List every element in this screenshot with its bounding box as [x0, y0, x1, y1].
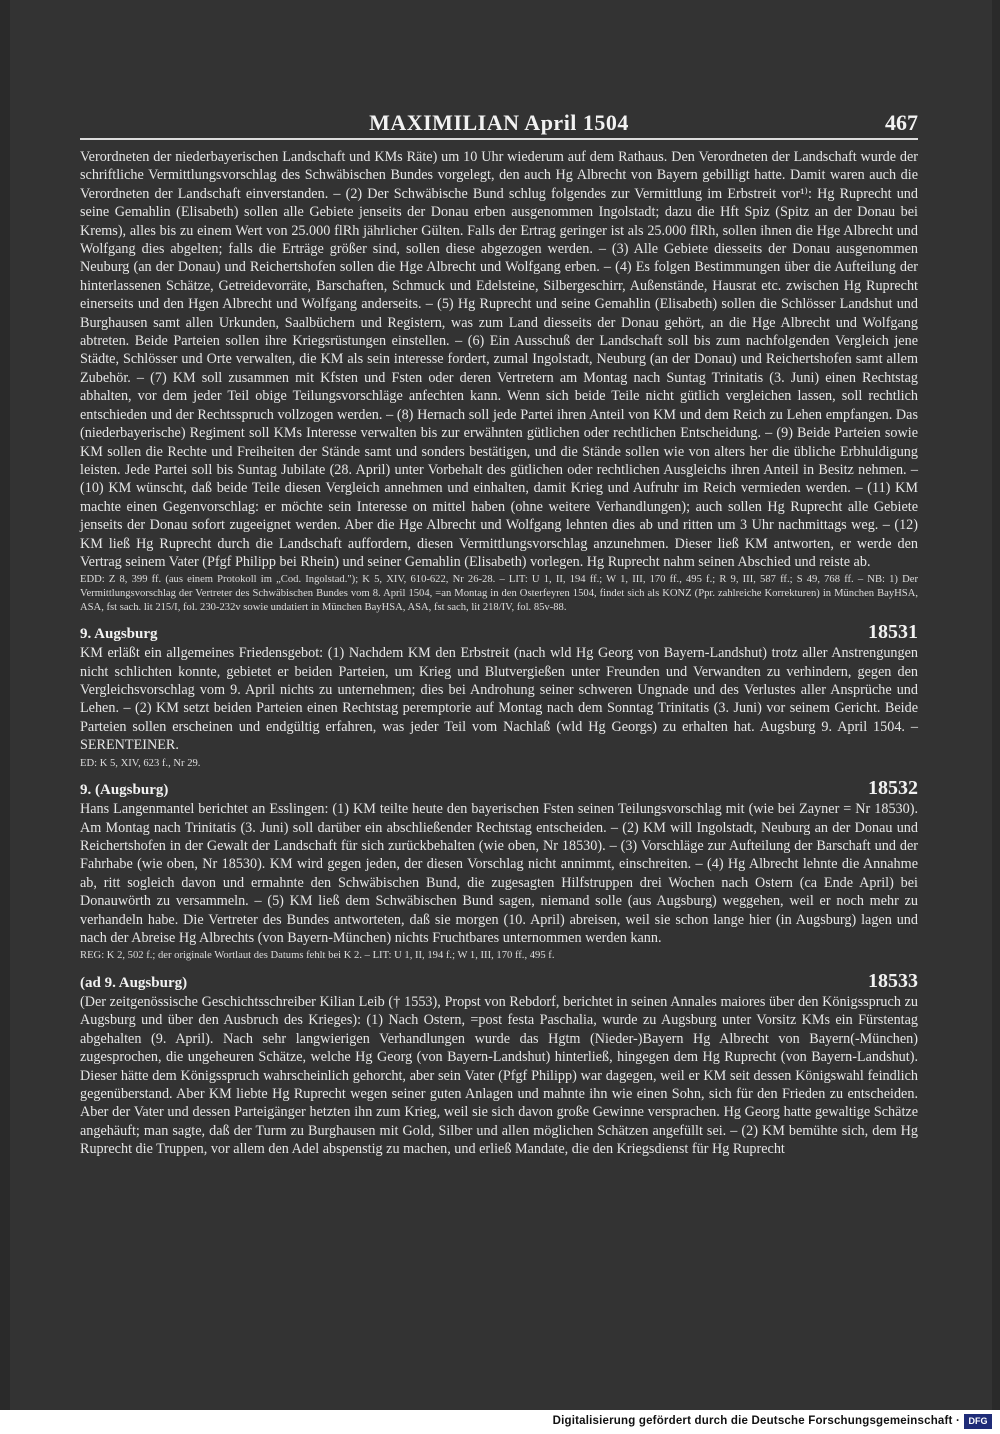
entry-text: Hans Langenmantel berichtet an Esslingen: (1) KM teilte heute den bayerischen Fsten seinen Teilungsvorschlag mit (wie bei Zayner = Nr 18530). Am Montag nach Trinitatis (3. Juni) soll darüber ein abschließender Rechtstag entscheiden. – (2) KM will Ingolstadt, Neuburg an der Donau und Reichertshofen in der Gewalt der Landschaft für sich zurückbehalten (wie oben, Nr 18530). – (3) Vorschläge zur Aufteilung der Barschaft und der Fahrhabe (wie oben, Nr 18530). KM wird gegen jeden, der diesen Vorschlag nicht annimmt, einschreiten. – (4) Hg Albrecht lehnte die Annahme ab, ritt sogleich davon und ermahnte den Schwäbischen Bund, die zugesagten Hilfstruppen drei Wochen nach Ostern (ca Ende April) bei Donauwörth zu versammeln. – (5) KM ließ dem Schwäbischen Bund sagen, niemand solle (aus Augsburg) weggehen, weil er noch mehr zu verhandeln habe. Die Vertreter des Bundes antworteten, daß sie morgen (10. April) abreisen, weil sie schon lange hier (in Augsburg) lagen und nach der Abreise Hg Albrechts (von Bayern-München) nichts Fruchtbares unternommen werden kann.	[80, 801, 918, 946]
edition-note: EDD: Z 8, 399 ff. (aus einem Protokoll im „Cod. Ingolstad."); K 5, XIV, 610-622, Nr 26-28. – LIT: U 1, II, 194 ff.; W 1, III, 170 ff., 495 f.; R 9, III, 587 ff.; S 49, 768 ff. – NB: 1) Der Vermittlungsvorschlag der Vertreter des Schwäbischen Bundes vom 8. April 1504, =an Montag in den Osterfeyren 1504, findet sich als KONZ (Ppr. zahlreiche Korrekturen) in München BayHSA, ASA, fst sach. lit 215/I, fol. 230-232v sowie undatiert in München BayHSA, ASA, fst sach, lit 218/IV, fol. 85v-88.	[80, 574, 918, 613]
entry-18533	[80, 971, 918, 1159]
scan-edge-left	[0, 0, 10, 1410]
entry-place-date: 9. Augsburg	[80, 626, 158, 643]
footer-credit-text: Digitalisierung gefördert durch die Deutsche Forschungsgemeinschaft ·	[552, 1415, 960, 1427]
page-content	[80, 110, 918, 1310]
entry-text: KM erläßt ein allgemeines Friedensgebot: (1) Nachdem KM den Erbstreit (nach wld Hg Georg von Bayern-Landshut) trotz aller Anstrengungen nicht schlichten konnte, gebietet er beiden Parteien, um Krieg und Blutvergießen unter Freunden und Verwandten zu verhindern, gegen den Vergleichsvorschlag vom 9. April nichts zu unternehmen; dies bei Androhung seiner schweren Ungnade und des Verlustes aller Ansprüche und Lehen. – (2) KM setzt beiden Parteien einen Rechtstag peremptorie auf Montag nach dem Sonntag Trinitatis (3. Juni) vor seinem Gericht. Beide Parteien sollen erscheinen und endgültig erfahren, was jeder Teil vom Nachlaß (wld Hg Georgs) zu erhalten hat. Augsburg 9. April 1504. – SERENTEINER.	[80, 645, 918, 754]
page-number: 467	[885, 110, 918, 135]
entry-number: 18533	[868, 970, 918, 992]
scan-edge-right	[992, 0, 1000, 1410]
entry-note: ED: K 5, XIV, 623 f., Nr 29.	[80, 757, 201, 769]
running-head	[80, 110, 918, 140]
entry-note: REG: K 2, 502 f.; der originale Wortlaut des Datums fehlt bei K 2. – LIT: U 1, II, 194 f.; W 1, III, 170 ff., 495 f.	[80, 950, 555, 962]
entry-place-date: (ad 9. Augsburg)	[80, 975, 188, 991]
entry-number: 18531	[868, 621, 918, 644]
entry-header	[80, 622, 918, 644]
entry-place-date: 9. (Augsburg)	[80, 782, 169, 799]
continued-entry-text: Verordneten der niederbayerischen Landschaft und KMs Räte) um 10 Uhr wiederum auf dem Rathaus. Den Verordneten der Landschaft wurde der schriftliche Vermittlungsvorschlag des Schwäbischen Bundes vorgelegt, den auch Hg Albrecht von Bayern gebilligt hatte. Damit waren auch die Verordneten der Landschaft einverstanden. – (2) Der Schwäbische Bund schlug folgendes zur Vermittlung im Erbstreit vor¹⁾: Hg Ruprecht und seine Gemahlin (Elisabeth) sollen alle Gebiete jenseits der Donau erben ausgenommen Ingolstadt; dazu die Hft Spiz (Spitz an der Donau bei Krems), alles bis zu einem Wert von 25.000 flRh jährlicher Gülten. Falls der Ertrag geringer ist als 25.000 flRh, sollen ihnen die Hge Albrecht und Wolfgang dies abgelten; falls die Erträge größer sind, sollen diese abgezogen werden. – (3) Alle Gebiete diesseits der Donau ausgenommen Neuburg (an der Donau) und Reichertshofen sollen die Hge Albrecht und Wolfgang erben. – (4) Es folgen Bestimmungen über die Aufteilung der hinterlassenen Schätze, Getreidevorräte, Barschaften, Schmuck und Edelsteine, Silbergeschirr, Außenstände, Hausrat etc. zwischen Hg Ruprecht einerseits und den Hgen Albrecht und Wolfgang anderseits. – (5) Hg Ruprecht und seine Gemahlin (Elisabeth) sollen die Schlösser Landshut und Burghausen samt allen Urkunden, Saalbüchern und Registern, was zum Land diesseits der Donau gehört, an die Hge Albrecht und Wolfgang abtreten. Beide Parteien sollen ihre Kriegsrüstungen einstellen. – (6) Ein Ausschuß der Landschaft soll bis zum nachfolgenden Vergleich jene Städte, Schlösser und Orte verwalten, die KM als sein interesse fordert, zumal Ingolstadt, Neuburg (an der Donau) und Reichertshofen samt allem Zubehör. – (7) KM soll zusammen mit Kfsten und Fsten oder deren Vertretern am Montag nach Suntag Trinitatis (3. Juni) einen Rechtstag abhalten, vor dem jeder Teil obige Teilungsvorschläge anfechten kann. Wenn sich beide Teile nicht gütlich vergleichen lassen, soll rechtlich entschieden und der Rechtsspruch vollzogen werden. – (8) Hernach soll jede Partei ihren Anteil von KM und dem Reich zu Lehen empfangen. Das (niederbayerische) Regiment soll KMs Interesse verwalten bis zur erwähnten gütlichen oder rechtlichen Entscheidung. – (9) Beide Parteien sowie KM sollen die Rechte und Freiheiten der Stände samt und sonders bestätigen, und die Stände sollen wie von alters her die übliche Erbhuldigung leisten. Jede Partei soll bis Suntag Jubilate (28. April) unter Vorbehalt des gütlichen oder rechtlichen Ausgleichs ihren Anteil in Besitz nehmen. – (10) KM wünscht, daß beide Teile diesen Vergleich annehmen und einhalten, damit Krieg und Aufruhr im Reich vermieden werden. – (11) KM machte einen Gegenvorschlag: er möchte sein Interesse on mittel haben (ohne weitere Verhandlungen); auch sollen Hg Ruprecht alle Gebiete jenseits der Donau sofort zugeeignet werden. Aber die Hge Albrecht und Wolfgang lehnten dies ab und ritten um 3 Uhr nachmittags weg. – (12) KM ließ Hg Ruprecht durch die Landschaft auffordern, diesen Vermittlungsvorschlag anzunehmen. Dieser ließ KM antworten, er werde den Vertrag seinem Vater (Pfgf Philipp bei Rhein) und seiner Gemahlin (Elisabeth) vorlegen. Hg Ruprecht nahm seinen Abschied und reiste ab.	[80, 149, 918, 570]
digitization-footer	[0, 1410, 1000, 1434]
running-head-title: MAXIMILIAN April 1504	[369, 110, 629, 135]
entry-number: 18532	[868, 777, 918, 800]
entry-header	[80, 971, 918, 993]
entry-18532	[80, 778, 918, 963]
entry-18531	[80, 622, 918, 770]
dfg-logo-icon: DFG	[964, 1414, 992, 1429]
entry-text: (Der zeitgenössische Geschichtsschreiber Kilian Leib († 1553), Propst von Rebdorf, berichtet in seinen Annales maiores über den Königsspruch zu Augsburg und über den Ausbruch des Krieges): (1) Nach Ostern, =post festa Paschalia, wurde zu Augsburg unter Vorsitz KMs ein Fürstentag abgehalten (9. April). Nach sehr langwierigen Verhandlungen wurde das Hgtm (Nieder-)Bayern Hg Albrecht von Bayern(-München) zugesprochen, die ungeheuren Schätze, welche Hg Georg (von Bayern-Landshut) hinterließ, hingegen dem Hg Ruprecht (von Bayern-Landshut). Dieser hätte dem Königsspruch wahrscheinlich gehorcht, aber sein Vater (Pfgf Philipp) war dagegen, weil er KM seit dessen Königswahl feindlich gegenüberstand. Aber KM liebte Hg Ruprecht wegen seiner guten Anlagen und mahnte ihn wie einen Sohn, sich für den Frieden zu entscheiden. Aber der Vater und dessen Parteigänger hetzten ihn zum Krieg, weil sie sich davon große Gewinne versprachen. Hg Georg hatte gewaltige Schätze angehäuft; man sagte, daß der Turm zu Burghausen mit Gold, Silber und allen möglichen Schätzen angefüllt sei. – (2) KM bemühte sich, dem Hg Ruprecht die Truppen, vor allem den Adel abspenstig zu machen, und erließ Mandate, die den Kriegsdienst für Hg Ruprecht	[80, 994, 918, 1158]
entry-header	[80, 778, 918, 800]
